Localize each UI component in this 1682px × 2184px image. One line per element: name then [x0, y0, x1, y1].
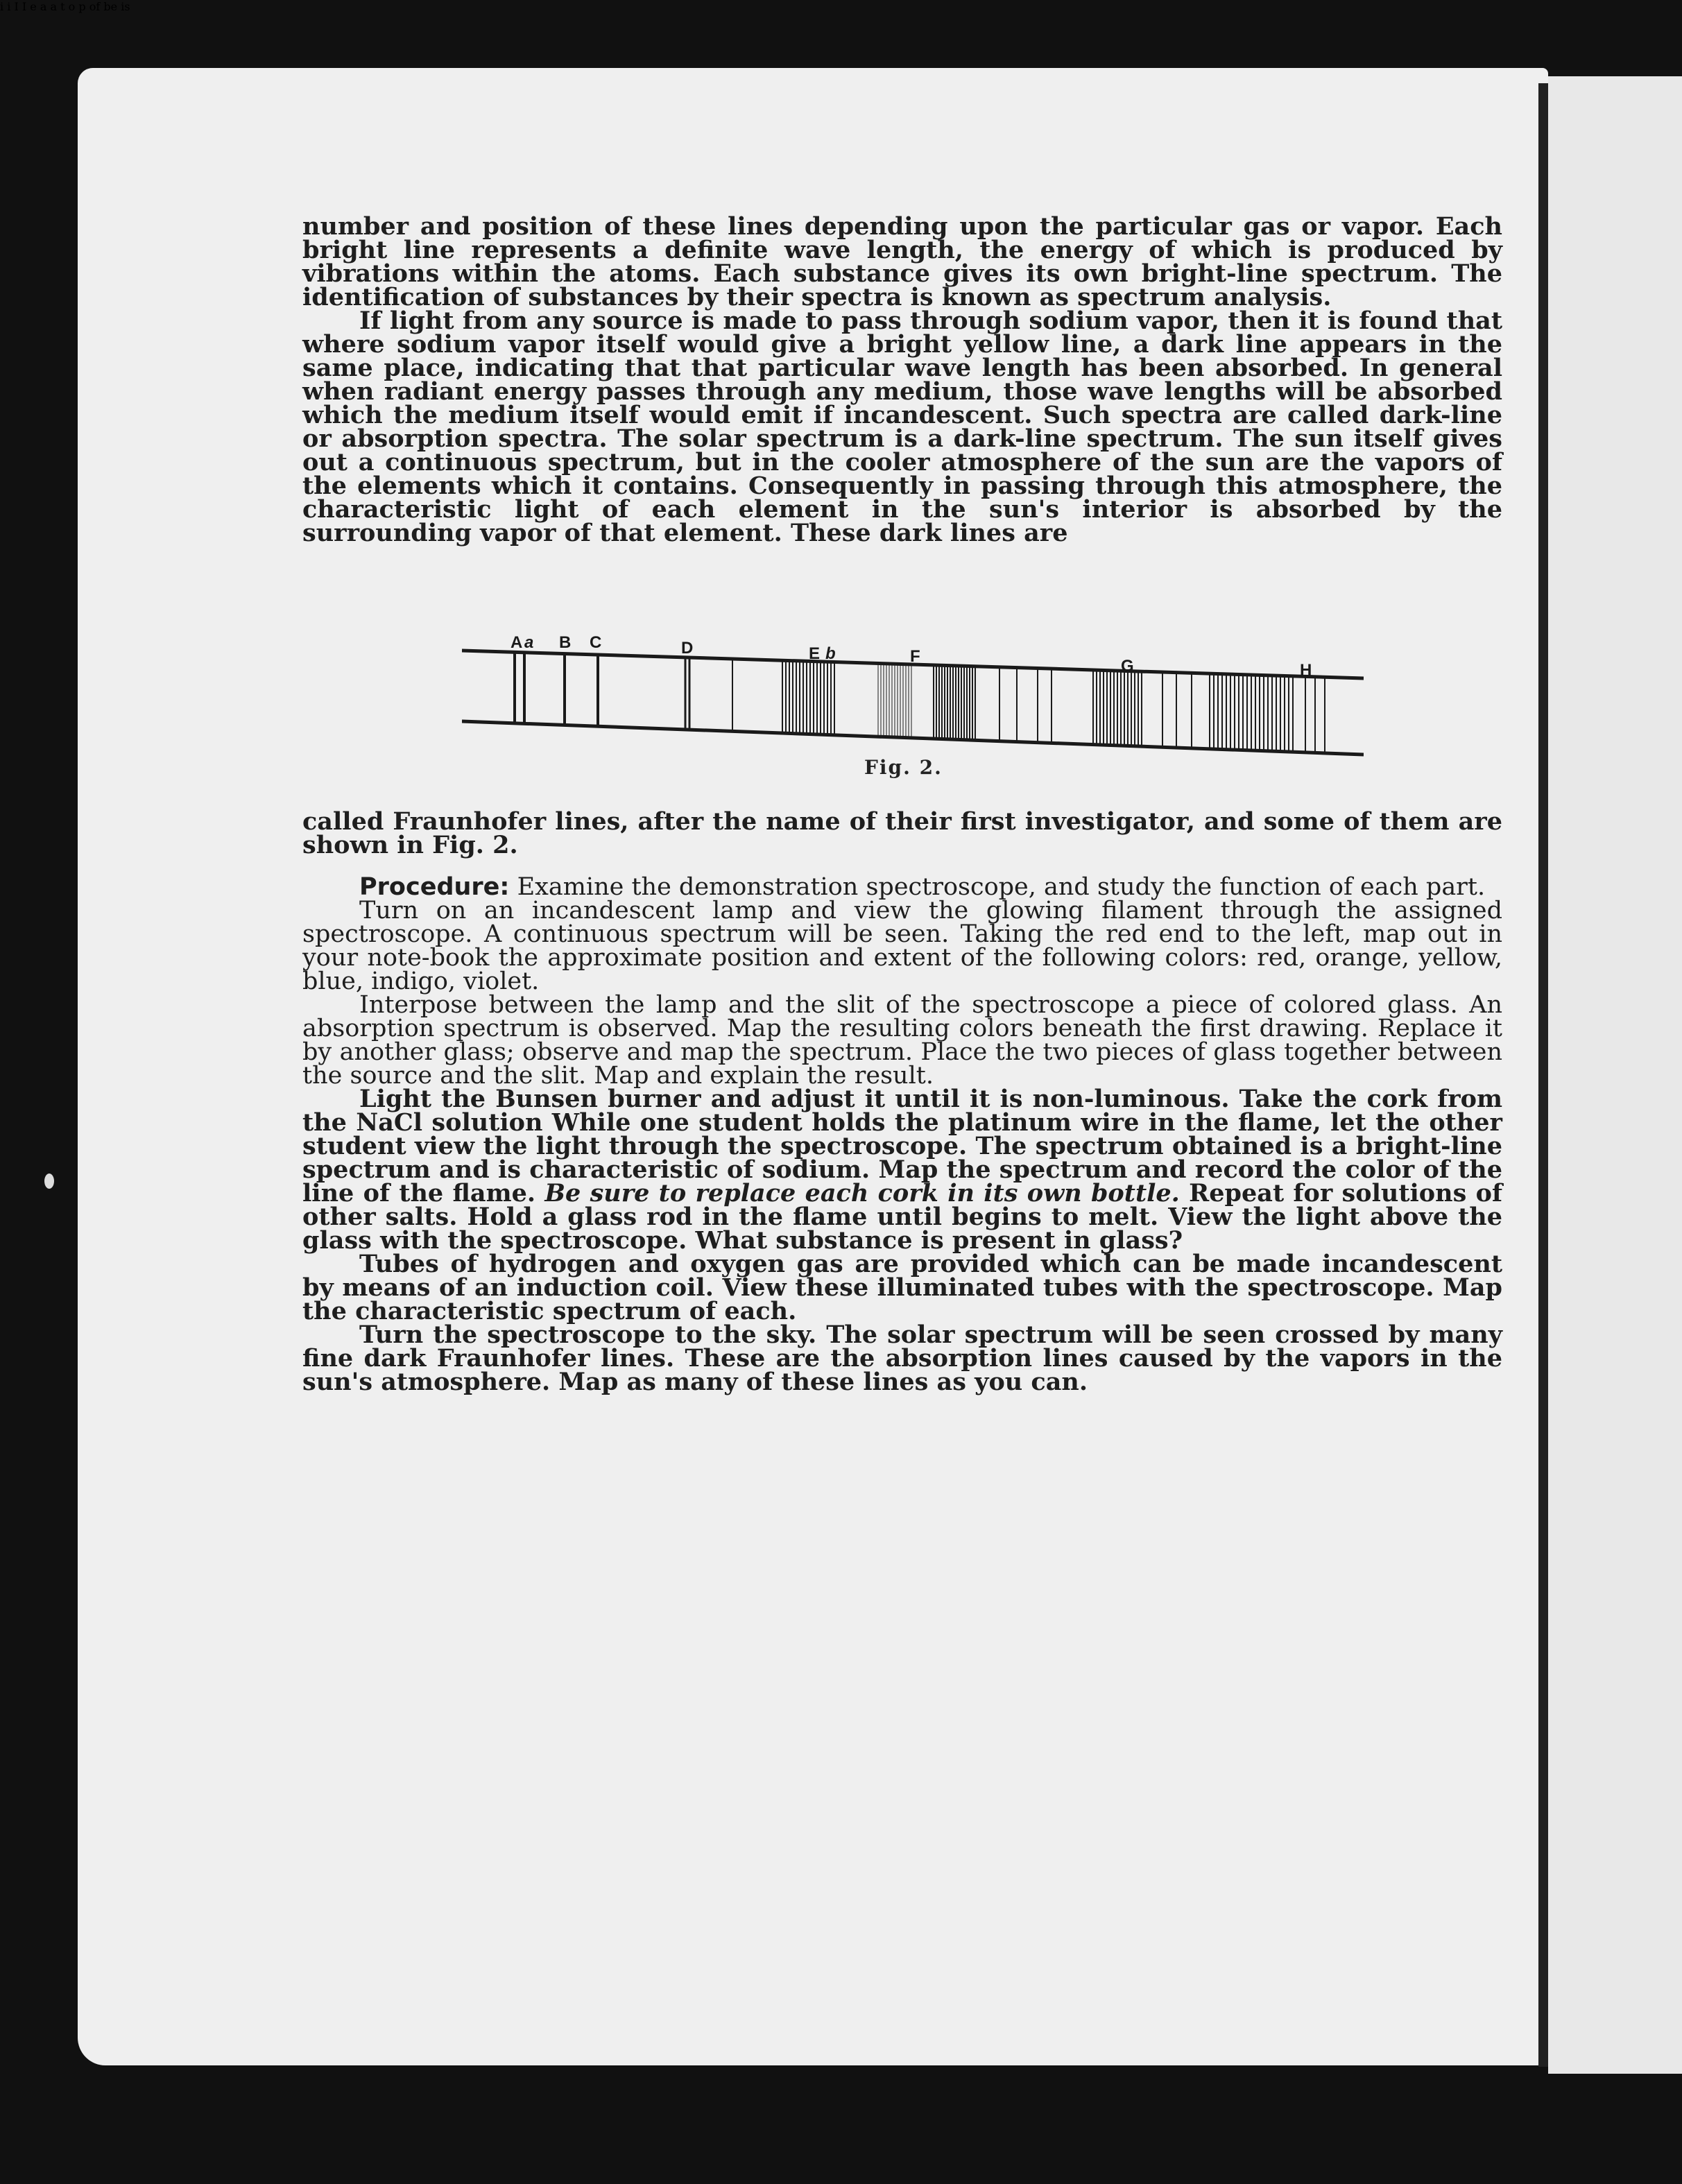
- paragraph: number and position of these lines depending upon the particular gas or vapor. Each bright line represents a definite wave length, the energy of which is produced by vibrations within the atoms. Each substance gives its own bright-line spectrum. The identification of substances by their spectra is known as spectrum analysis.: [302, 212, 1502, 311]
- paragraph: Light the Bunsen burner and adjust it until it is non-luminous. Take the cork from the NaCl solution While one student holds the platinum wire in the flame, let the other student view the light through the spectroscope. The spectrum obtained is a bright-line spectrum and is characteristic of sodium. Map the spectrum and record the color of the line of the flame. Be sure to replace each cork in its own bottle. Repeat for solutions of other salts. Hold a glass rod in the flame until begins to melt. View the light above the glass with the spectroscope. What substance is present in glass?: [302, 1085, 1503, 1255]
- figure-caption: Fig. 2.: [864, 756, 943, 779]
- line-label-H: H: [1300, 661, 1312, 680]
- line-label-b: b: [825, 644, 836, 663]
- text-block-bottom: [302, 807, 1503, 1396]
- procedure-paragraph: Procedure: Examine the demonstration spectroscope, and study the function of each part.: [359, 873, 1486, 901]
- fraunhofer-spectrum-figure: [462, 631, 1364, 770]
- line-label-C: C: [590, 633, 602, 652]
- fragment: is: [121, 0, 130, 13]
- fragment: i: [0, 0, 4, 13]
- adjacent-page: [1548, 76, 1682, 2074]
- line-label-a: a: [524, 633, 534, 652]
- line-label-E: E: [809, 644, 821, 663]
- fragment: t: [60, 0, 65, 13]
- fragment: p: [78, 0, 86, 13]
- paragraph: If light from any source is made to pass through sodium vapor, then it is found that where sodium vapor itself would give a bright yellow line, a dark line appears in the same place, indicating that that particular wave length has been absorbed. In general when radiant energy passes through any medium, those wave lengths will be absorbed which the medium itself would emit if incandescent. Such spectra are called dark-line or absorption spectra. The solar spectrum is a dark-line spectrum. The sun itself gives out a continuous spectrum, but in the cooler atmosphere of the sun are the vapors of the elements which it contains. Consequently in passing through this atmosphere, the characteristic light of each element in the sun's interior is absorbed by the surrounding vapor of that element. These dark lines are: [302, 307, 1502, 547]
- fragment: I: [14, 0, 19, 13]
- italic-note: Be sure to replace each cork in its own bottle.: [544, 1179, 1180, 1207]
- fragment: be: [103, 0, 118, 13]
- line-label-B: B: [559, 633, 572, 652]
- procedure-label: Procedure:: [359, 873, 510, 901]
- paragraph: Interpose between the lamp and the slit of the spectroscope a piece of colored glass. An absorption spectrum is observed. Map the resulting colors beneath the first drawing. Replace it by another glass; observe and map the spectrum. Place the two pieces of glass together between the source and the slit. Map and explain the result.: [302, 991, 1502, 1090]
- fragment: o: [68, 0, 76, 13]
- fragment: of: [89, 0, 101, 13]
- margin-speck: [44, 1173, 54, 1189]
- paragraph: Turn the spectroscope to the sky. The solar spectrum will be seen crossed by many fine dark Fraunhofer lines. These are the absorption lines caused by the vapors in the sun's atmosphere. Map as many of these lines as you can.: [302, 1321, 1502, 1396]
- line-label-F: F: [910, 647, 920, 666]
- fragment: i: [7, 0, 11, 13]
- fragment: I: [22, 0, 27, 13]
- line-label-D: D: [681, 639, 694, 657]
- line-label-G: G: [1121, 657, 1134, 676]
- paragraph: called Fraunhofer lines, after the name of their first investigator, and some of them are shown in Fig. 2.: [302, 807, 1502, 859]
- line-label-A: A: [510, 633, 523, 652]
- book-spine: [1538, 83, 1548, 2067]
- adjacent-page-fragments: [0, 0, 1682, 13]
- fragment: e: [30, 0, 37, 13]
- fragment: a: [50, 0, 58, 13]
- text-block-top: [302, 212, 1502, 547]
- fragment: a: [40, 0, 47, 13]
- paragraph: Turn on an incandescent lamp and view the glowing filament through the assigned spectroscope. A continuous spectrum will be seen. Taking the red end to the left, map out in your note-book the approximate position and extent of the following colors: red, orange, yellow, blue, indigo, violet.: [302, 897, 1502, 995]
- paragraph: Tubes of hydrogen and oxygen gas are provided which can be made incandescent by means of an induction coil. View these illuminated tubes with the spectroscope. Map the characteristic spectrum of each.: [302, 1250, 1502, 1325]
